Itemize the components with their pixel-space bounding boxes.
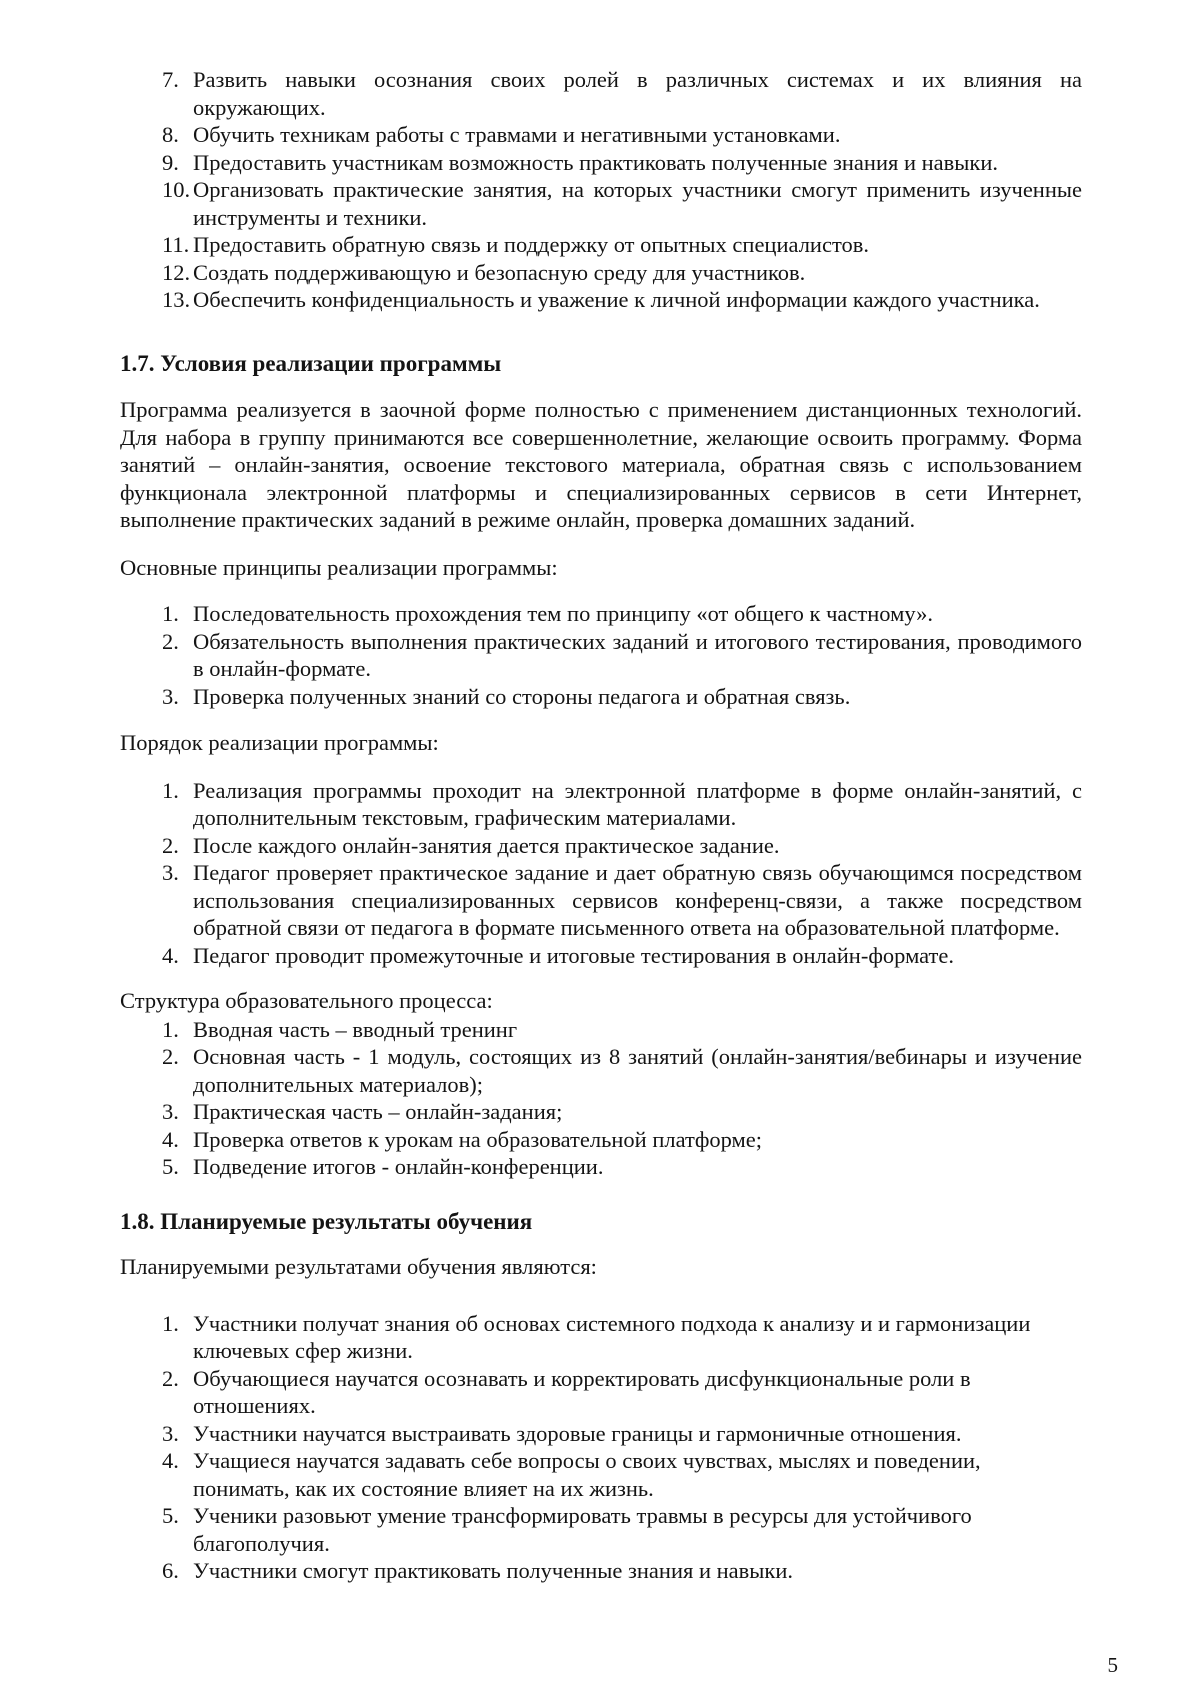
list-item [120, 259, 1082, 287]
list-item-text: Обучить техникам работы с травмами и негативными установками. [193, 122, 841, 147]
list-item [120, 1153, 1082, 1181]
list-item [120, 683, 1082, 711]
list-item-text: Педагог проводит промежуточные и итоговые тестирования в онлайн-формате. [193, 942, 955, 968]
structure-label: Структура образовательного процесса: [120, 988, 493, 1013]
list-item [120, 832, 1082, 860]
list-item-number: 2. [162, 832, 179, 858]
list-item-number: 9. [162, 149, 179, 175]
list-item-number: 1. [162, 1310, 179, 1336]
section-1-8-intro-paragraph: Планируемыми результатами обучения являются: [120, 1254, 597, 1279]
list-item-number: 3. [162, 860, 179, 885]
program-goals-list [120, 66, 1082, 314]
list-item-number: 3. [162, 683, 179, 709]
list-item [120, 1126, 1082, 1154]
list-item [120, 1557, 1082, 1585]
list-item-text: Практическая часть – онлайн-задания; [193, 1099, 563, 1124]
list-item-text: Обязательность выполнения практических заданий и итогового тестирования, проводимого в онлайн-формате. [193, 628, 1082, 681]
list-item-number: 12. [162, 259, 191, 285]
order-list [120, 777, 1082, 970]
list-item-number: 10. [162, 177, 191, 202]
list-item-text: После каждого онлайн-занятия дается практическое задание. [193, 832, 780, 858]
structure-list [120, 1016, 1082, 1181]
principles-label: Основные принципы реализации программы: [120, 554, 558, 580]
list-item [120, 149, 1082, 177]
list-item [120, 942, 1082, 970]
list-item-text: Участники получат знания об основах системного подхода к анализу и и гармонизации ключевых сфер жизни. [193, 1310, 1031, 1363]
section-1-7-intro-paragraph: Программа реализуется в заочной форме полностью с применением дистанционных технологий. Для набора в группу принимаются все совершеннолетние, желающие освоить программу. Форма занятий – онлайн-занятия, освоение текстового материала, обратная связь с использованием функционала электронной платформы и специализированных сервисов в сети Интернет, выполнение практических заданий в режиме онлайн, проверка домашних заданий. [120, 397, 1082, 532]
list-item-text: Учащиеся научатся задавать себе вопросы о своих чувствах, мыслях и поведении, понимать, как их состояние влияет на их жизнь. [193, 1448, 981, 1501]
list-item-number: 1. [162, 601, 179, 626]
list-item-number: 11. [162, 232, 190, 257]
section-heading-1-7: 1.7. Условия реализации программы [120, 350, 502, 376]
page-number: 5 [1107, 1653, 1118, 1677]
list-item-text: Создать поддерживающую и безопасную среду для участников. [193, 259, 806, 285]
list-item-text: Участники научатся выстраивать здоровые границы и гармоничные отношения. [193, 1420, 962, 1446]
list-item-text: Обучающиеся научатся осознавать и корректировать дисфункциональные роли в отношениях. [193, 1365, 971, 1418]
list-item [120, 121, 1082, 149]
list-item-number: 4. [162, 942, 179, 968]
list-item-text: Ученики разовьют умение трансформировать травмы в ресурсы для устойчивого благополучия. [193, 1503, 972, 1556]
list-item-number: 1. [162, 1016, 179, 1042]
list-item [120, 66, 1082, 121]
list-item [120, 1365, 1082, 1420]
list-item [120, 176, 1082, 231]
list-item [120, 1502, 1082, 1557]
list-item-text: Основная часть - 1 модуль, состоящих из 8 занятий (онлайн-занятия/вебинары и изучение дополнительных материалов); [193, 1044, 1082, 1097]
list-item-number: 5. [162, 1154, 179, 1179]
list-item [120, 231, 1082, 259]
results-list [120, 1310, 1082, 1585]
list-item [120, 1447, 1082, 1502]
list-item-text: Вводная часть – вводный тренинг [193, 1016, 518, 1042]
list-item-number: 6. [162, 1558, 179, 1583]
list-item-number: 2. [162, 1044, 179, 1069]
list-item-number: 2. [162, 1365, 179, 1391]
list-item-number: 13. [162, 287, 191, 312]
list-item [120, 777, 1082, 832]
list-item-number: 1. [162, 777, 179, 803]
list-item [120, 1310, 1082, 1365]
list-item [120, 859, 1082, 942]
list-item-text: Педагог проверяет практическое задание и дает обратную связь обучающимся посредством использования специализированных сервисов конференц-связи, а также посредством обратной связи от педагога в формате письменного ответа на образовательной платформе. [193, 860, 1082, 940]
list-item-number: 3. [162, 1420, 179, 1446]
section-heading-1-8: 1.8. Планируемые результаты обучения [120, 1208, 533, 1234]
list-item [120, 286, 1082, 314]
list-item-text: Проверка полученных знаний со стороны педагога и обратная связь. [193, 683, 851, 709]
list-item-text: Участники смогут практиковать полученные знания и навыки. [193, 1558, 794, 1583]
list-item [120, 1420, 1082, 1448]
list-item-text: Последовательность прохождения тем по принципу «от общего к частному». [193, 601, 934, 626]
order-label: Порядок реализации программы: [120, 730, 439, 755]
list-item-number: 7. [162, 67, 179, 92]
list-item-text: Обеспечить конфиденциальность и уважение к личной информации каждого участника. [193, 287, 1040, 312]
list-item-number: 2. [162, 628, 179, 654]
list-item-text: Проверка ответов к урокам на образовательной платформе; [193, 1126, 763, 1152]
list-item-text: Развить навыки осознания своих ролей в различных системах и их влияния на окружающих. [193, 67, 1082, 120]
list-item-number: 8. [162, 122, 179, 147]
list-item [120, 600, 1082, 628]
list-item [120, 1098, 1082, 1126]
list-item-number: 4. [162, 1448, 179, 1473]
principles-list [120, 600, 1082, 710]
list-item-number: 4. [162, 1126, 179, 1152]
list-item-number: 3. [162, 1099, 179, 1124]
list-item [120, 628, 1082, 683]
list-item-text: Предоставить участникам возможность практиковать полученные знания и навыки. [193, 149, 998, 175]
list-item-text: Подведение итогов - онлайн-конференции. [193, 1154, 604, 1179]
list-item [120, 1016, 1082, 1044]
list-item-number: 5. [162, 1503, 179, 1528]
list-item-text: Организовать практические занятия, на которых участники смогут применить изученные инструменты и техники. [193, 177, 1082, 230]
list-item-text: Предоставить обратную связь и поддержку от опытных специалистов. [193, 232, 869, 257]
list-item [120, 1043, 1082, 1098]
list-item-text: Реализация программы проходит на электронной платформе в форме онлайн-занятий, с дополнительным текстовым, графическим материалами. [193, 777, 1082, 830]
